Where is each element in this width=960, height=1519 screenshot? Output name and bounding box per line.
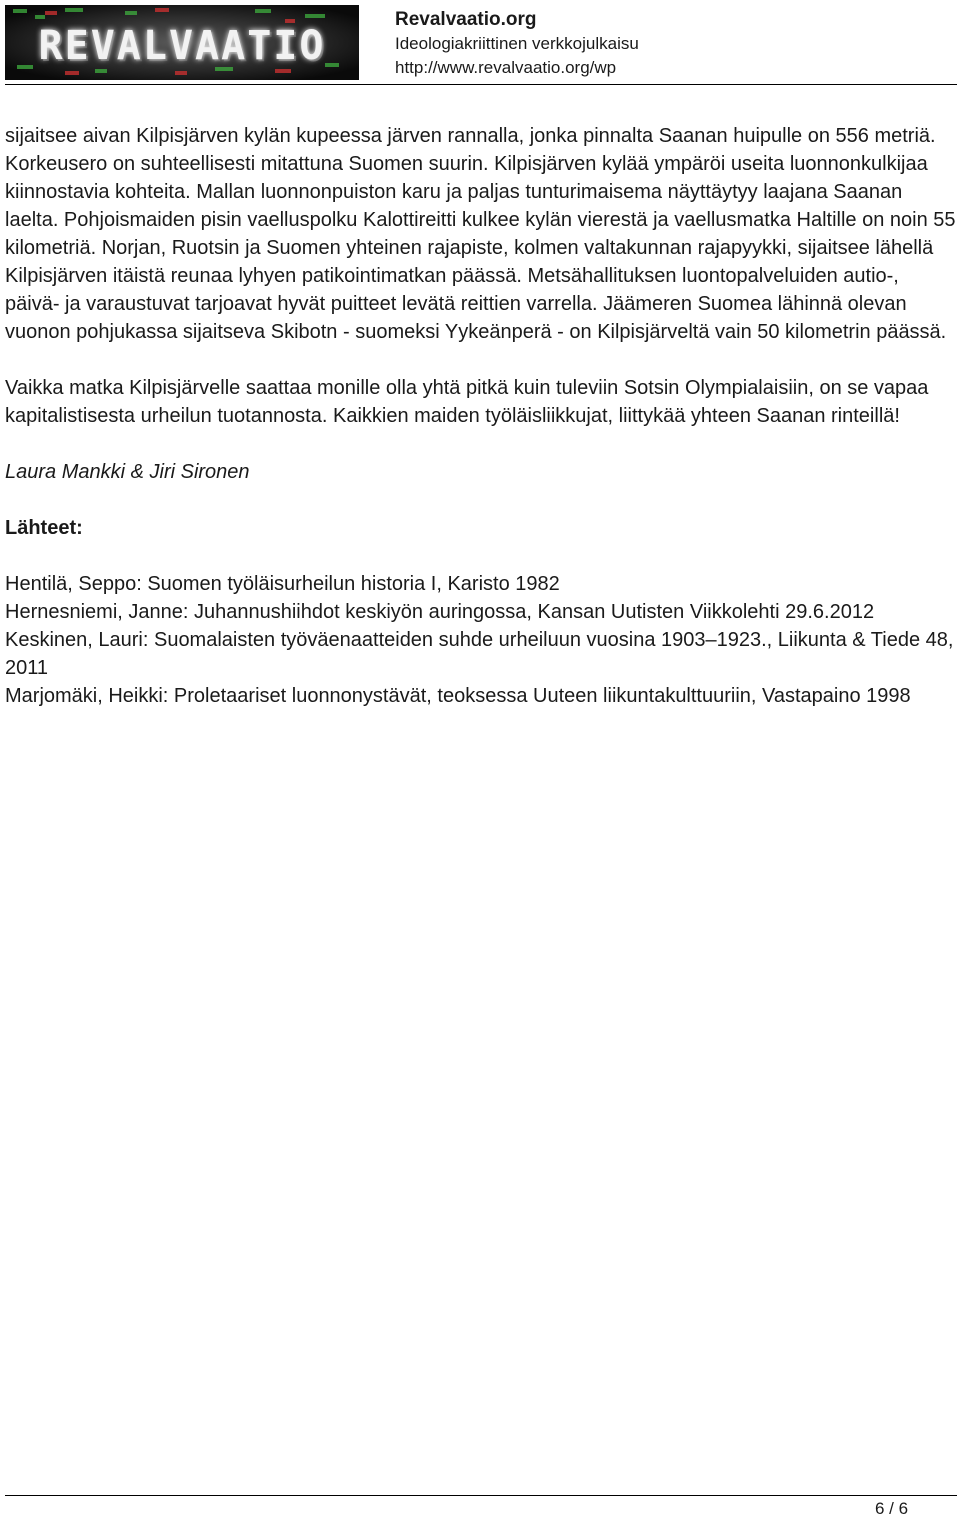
source-item: Keskinen, Lauri: Suomalaisten työväenaatteiden suhde urheiluun vuosina 1903–1923., Liikunta & Tiede 48, 2011 (5, 629, 954, 679)
body-paragraph: sijaitsee aivan Kilpisjärven kylän kupeessa järven rannalla, jonka pinnalta Saanan huipulle on 556 metriä. Korkeusero on suhteellisesti mitattuna Suomen suurin. Kilpisjärven kylää ympäröi useita luonnonkulkijaa kiinnostavia kohteita. Mallan luonnonpuiston karu ja paljas tunturimaisema näyttäytyy laajana Saanan laelta. Pohjoismaiden pisin vaelluspolku Kalottireitti kulkee kylän vierestä ja vaellusmatka Haltille on noin 55 kilometriä. Norjan, Ruotsin ja Suomen yhteinen rajapiste, kolmen valtakunnan rajapyykki, sijaitsee lähellä Kilpisjärven itäistä reunaa lyhyen patikointimatkan päässä. Metsähallituksen luontopalveluiden autio-, päivä- ja varaustuvat tarjoavat hyvät puitteet levätä reittien varrella. Jäämeren Suomea lähinnä olevan vuonon pohjukassa sijaitseva Skibotn - suomeksi Yykeänperä - on Kilpisjärveltä vain 50 kilometrin päässä. (5, 125, 956, 343)
site-subtitle: Ideologiakriittinen verkkojulkaisu (395, 34, 639, 53)
page-header (0, 0, 960, 86)
source-item: Hernesniemi, Janne: Juhannushiihdot keskiyön auringossa, Kansan Uutisten Viikkolehti 29.6.2012 (5, 601, 875, 623)
page-number: 6 / 6 (875, 1499, 909, 1518)
author-byline: Laura Mankki & Jiri Sironen (5, 461, 250, 483)
site-title: Revalvaatio.org (395, 9, 537, 30)
site-info (395, 8, 639, 80)
sources-heading: Lähteet: (5, 517, 83, 539)
footer-divider (5, 1495, 957, 1496)
source-item: Marjomäki, Heikki: Proletaariset luonnonystävät, teoksessa Uuteen liikuntakulttuuriin, Vastapaino 1998 (5, 685, 911, 707)
sources-list (5, 570, 957, 710)
article-body (5, 122, 957, 710)
logo-text: REVALVAATIO (38, 23, 326, 69)
site-logo[interactable] (5, 5, 359, 80)
site-url-link[interactable]: http://www.revalvaatio.org/wp (395, 58, 617, 77)
body-paragraph: Vaikka matka Kilpisjärvelle saattaa monille olla yhtä pitkä kuin tuleviin Sotsin Olympialaisiin, on se vapaa kapitalistisesta urheilun tuotannosta. Kaikkien maiden työläisliikkujat, liittykää yhteen Saanan rinteillä! (5, 377, 929, 427)
source-item: Hentilä, Seppo: Suomen työläisurheilun historia I, Karisto 1982 (5, 573, 560, 595)
header-divider (5, 84, 957, 85)
